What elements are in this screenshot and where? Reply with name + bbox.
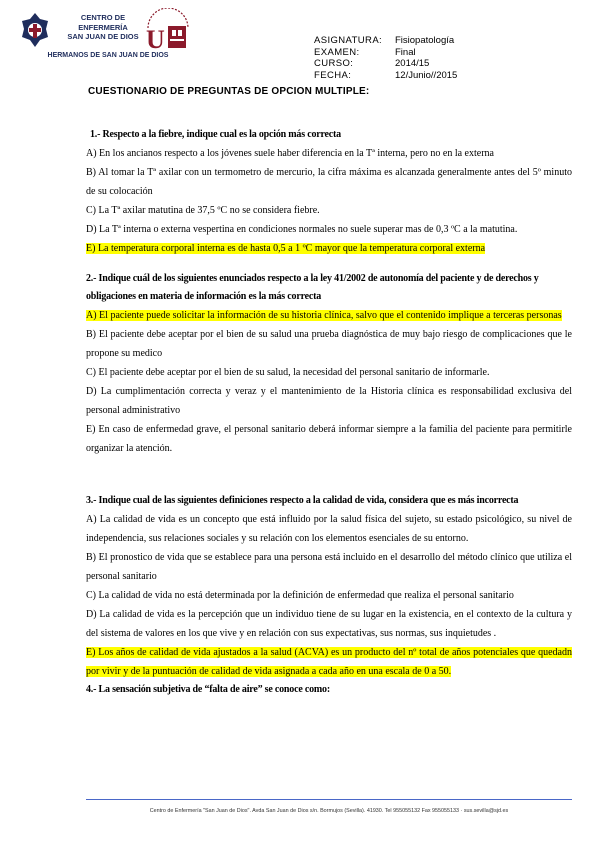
page-header bbox=[0, 0, 600, 90]
option-1d: D) La Tª interna o externa vespertina en condiciones normales no suele superar mas de 0,3 ºC a la matutina. bbox=[86, 224, 518, 235]
center-name: CENTRO DE ENFERMERÍA SAN JUAN DE DIOS bbox=[67, 13, 139, 41]
footer-divider bbox=[86, 799, 572, 800]
university-seal-icon bbox=[142, 8, 194, 54]
page-title: CUESTIONARIO DE PREGUNTAS DE OPCION MULTIPLE: bbox=[88, 86, 370, 97]
meta-row-subject: ASIGNATURA: Fisiopatología bbox=[314, 35, 455, 46]
option-3a: A) La calidad de vida es un concepto que está influido por la salud física del sujeto, su estado psicológico, su nivel de independencia, sus relaciones sociales y su relación con los elementos esenciales de su entorno. bbox=[86, 514, 572, 544]
option-1c: C) La Tª axilar matutina de 37,5 ºC no se considera fiebre. bbox=[86, 205, 320, 216]
option-1e-highlighted: E) La temperatura corporal interna es de hasta 0,5 a 1 ºC mayor que la temperatura corporal externa bbox=[86, 243, 486, 254]
option-2b: B) El paciente debe aceptar por el bien de su salud una prueba diagnóstica de muy bajo riesgo de complicaciones que le propone su medico bbox=[86, 329, 572, 359]
questionnaire bbox=[86, 126, 572, 699]
option-3e-highlighted: E) Los años de calidad de vida ajustados a la salud (ACVA) es un producto del nº total de años potenciales que quedadn por vivir y de la puntuación de calidad de vida asignada a cada año en una escala de 0 a 50. bbox=[86, 647, 572, 677]
question-2: 2.- Indique cuál de los siguientes enunciados respecto a la ley 41/2002 de autonomía del paciente y de derechos y obligaciones en materia de información es la más correcta bbox=[86, 273, 539, 302]
meta-row-exam: EXAMEN: Final bbox=[314, 46, 416, 58]
option-3c: C) La calidad de vida no está determinada por la definición de enfermedad que realiza el personal sanitario bbox=[86, 590, 514, 601]
option-3b: B) El pronostico de vida que se establece para una persona está incluido en el desarrollo del método clínico que utiliza el personal sanitario bbox=[86, 552, 572, 582]
question-3: 3.- Indique cual de las siguientes definiciones respecto a la calidad de vida, considera que es más incorrecta bbox=[86, 495, 519, 506]
meta-row-course: CURSO: 2014/15 bbox=[314, 58, 430, 69]
meta-row-date: FECHA: 12/Junio//2015 bbox=[314, 69, 458, 81]
option-2e: E) En caso de enfermedad grave, el personal sanitario deberá informar siempre a la familia del paciente para permitirle organizar la atención. bbox=[86, 424, 572, 454]
option-1a: A) En los ancianos respecto a los jóvenes suele haber diferencia en la Tª interna, pero no en la externa bbox=[86, 148, 494, 159]
option-1b: B) Al tomar la Tª axilar con un termometro de mercurio, la cifra máxima es alcanzada generalmente antes del 5º minuto de su colocación bbox=[86, 167, 572, 197]
option-2d: D) La cumplimentación correcta y veraz y el mantenimiento de la Historia clínica es responsabilidad exclusiva del personal administrativo bbox=[86, 386, 572, 416]
exam-metadata bbox=[314, 35, 457, 81]
option-2c: C) El paciente debe aceptar por el bien de su salud, la necesidad del personal sanitario de informarle. bbox=[86, 367, 490, 378]
question-4: 4.- La sensación subjetiva de “falta de aire” se conoce como: bbox=[86, 684, 330, 695]
page-footer: Centro de Enfermería "San Juan de Dios". Avda San Juan de Dios s/n. Bormujos (Sevilla). 41930. Tel 955055132 Fax 955055133 · sus.sevilla@sjd.es bbox=[149, 808, 509, 814]
option-3d: D) La calidad de vida es la percepción que un individuo tiene de su lugar en la existencia, en el contexto de la cultura y del sistema de valores en los que vive y en relación con sus expectativas, sus normas, sus inquietudes . bbox=[86, 609, 572, 639]
svg-text:U: U bbox=[146, 25, 165, 54]
order-emblem-icon bbox=[20, 12, 50, 48]
brothers-caption: HERMANOS DE SAN JUAN DE DIOS bbox=[47, 52, 169, 59]
question-1: 1.- Respecto a la fiebre, indique cual es la opción más correcta bbox=[90, 129, 341, 140]
option-2a-highlighted: A) El paciente puede solicitar la información de su historia clínica, salvo que el contenido implique a terceras personas bbox=[86, 310, 562, 321]
